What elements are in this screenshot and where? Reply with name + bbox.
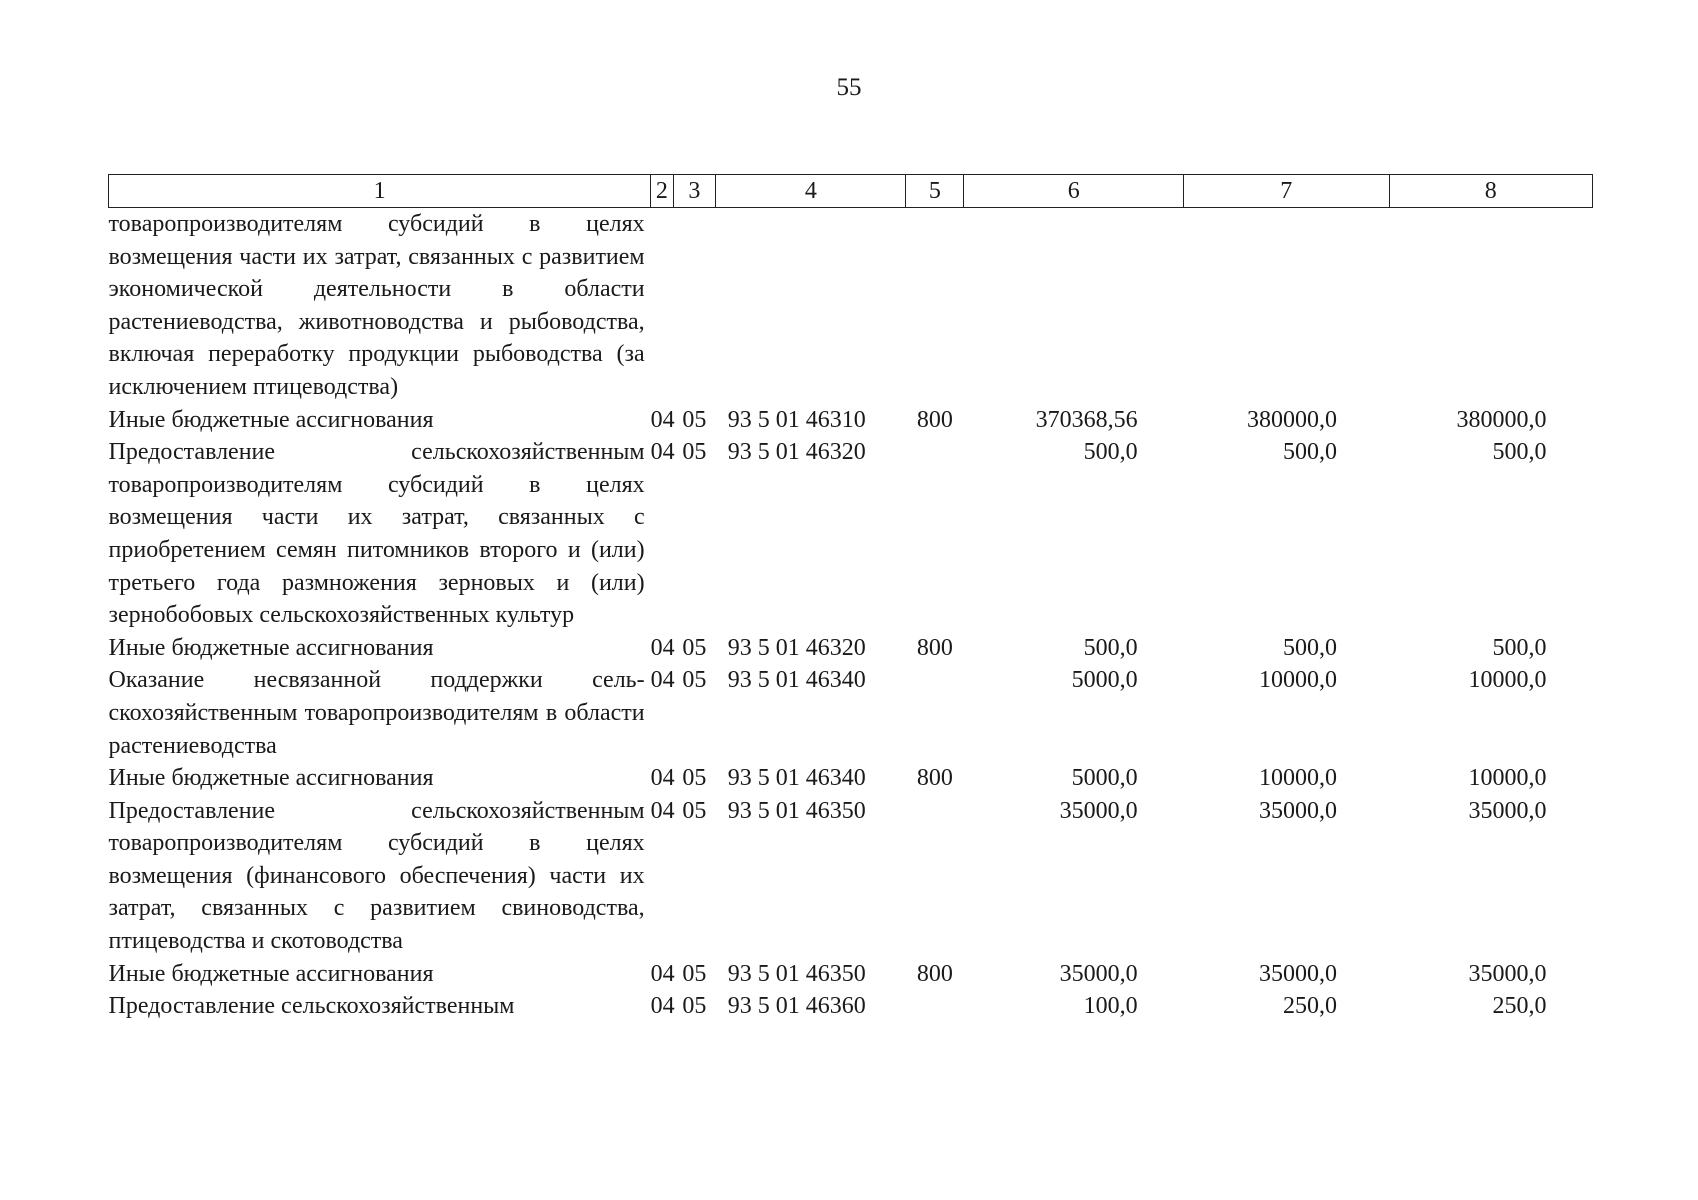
expense-type-code xyxy=(906,436,964,632)
subsection-code: 05 xyxy=(682,765,707,792)
target-article-code: 93 5 01 46340 xyxy=(727,667,866,694)
amount-col-6: 370368,56 xyxy=(1035,406,1138,433)
table-row xyxy=(109,664,1593,762)
column-header-4: 4 xyxy=(716,175,906,208)
row-description: товаропроизводителям субсидий в целях возмещения части их затрат, связанных с развитием экономической деятельности в области растениеводства, животноводства и рыбоводства, включая переработку продукции рыбоводства (за исключением птицеводства) xyxy=(108,211,645,400)
target-article-code: 93 5 01 46320 xyxy=(727,634,866,661)
amount-col-7: 35000,0 xyxy=(1259,960,1338,987)
amount-col-6: 35000,0 xyxy=(1059,960,1138,987)
column-header-8: 8 xyxy=(1389,175,1592,208)
section-code: 04 xyxy=(650,634,675,661)
target-article-code: 93 5 01 46360 xyxy=(727,993,866,1020)
subsection-code: 05 xyxy=(682,960,707,987)
amount-col-8 xyxy=(1389,208,1592,404)
amount-col-6: 100,0 xyxy=(1083,993,1138,1020)
amount-col-7: 10000,0 xyxy=(1259,765,1338,792)
column-header-3: 3 xyxy=(673,175,716,208)
amount-col-6: 500,0 xyxy=(1083,634,1138,661)
amount-col-6: 35000,0 xyxy=(1059,797,1138,824)
subsection-code: 05 xyxy=(682,634,707,661)
table-row xyxy=(109,990,1593,1023)
target-article-code: 93 5 01 46350 xyxy=(727,960,866,987)
table-row xyxy=(109,436,1593,632)
table-row xyxy=(109,958,1593,991)
table-row xyxy=(109,632,1593,665)
budget-table xyxy=(108,174,1593,1023)
target-article-code xyxy=(716,208,906,404)
row-description: Оказание несвязанной поддержки сельскохозяйственным товаропроизводителям в области растениеводства xyxy=(108,667,645,759)
table-row xyxy=(109,762,1593,795)
section-code xyxy=(651,208,673,404)
amount-col-7: 500,0 xyxy=(1283,439,1338,466)
amount-col-8: 35000,0 xyxy=(1468,797,1547,824)
amount-col-6: 5000,0 xyxy=(1071,667,1138,694)
column-header-1: 1 xyxy=(109,175,651,208)
target-article-code: 93 5 01 46320 xyxy=(727,439,866,466)
row-description: Иные бюджетные ассигнования xyxy=(108,634,434,661)
amount-col-6: 5000,0 xyxy=(1071,765,1138,792)
expense-type-code xyxy=(906,795,964,958)
section-code: 04 xyxy=(650,960,675,987)
row-description: Предоставление сельскохозяйственным товаропроизводителям субсидий в целях возмещения (финансового обеспечения) части их затрат, связанных с развитием свиноводства, птицеводства и скотоводства xyxy=(108,797,645,955)
subsection-code: 05 xyxy=(682,406,707,433)
column-number-header-row xyxy=(109,175,1593,208)
expense-type-code: 800 xyxy=(916,960,953,987)
expense-type-code: 800 xyxy=(916,765,953,792)
page-number: 55 xyxy=(836,74,862,101)
target-article-code: 93 5 01 46340 xyxy=(727,765,866,792)
subsection-code: 05 xyxy=(682,439,707,466)
subsection-code xyxy=(673,208,716,404)
amount-col-8: 10000,0 xyxy=(1468,765,1547,792)
amount-col-7: 10000,0 xyxy=(1259,667,1338,694)
amount-col-7 xyxy=(1184,208,1389,404)
target-article-code: 93 5 01 46350 xyxy=(727,797,866,824)
row-description: Предоставление сельскохозяйственным товаропроизводителям субсидий в целях возмещения части их затрат, связанных с приобретением семян питомников второго и (или) третьего года размножения зерновых и (или) зернобобовых сельскохозяйственных культур xyxy=(108,439,645,629)
section-code: 04 xyxy=(650,439,675,466)
amount-col-8: 250,0 xyxy=(1492,993,1547,1020)
expense-type-code xyxy=(906,664,964,762)
section-code: 04 xyxy=(650,765,675,792)
column-header-6: 6 xyxy=(964,175,1184,208)
amount-col-7: 380000,0 xyxy=(1247,406,1338,433)
amount-col-8: 35000,0 xyxy=(1468,960,1547,987)
section-code: 04 xyxy=(650,797,675,824)
subsection-code: 05 xyxy=(682,797,707,824)
amount-col-7: 250,0 xyxy=(1283,993,1338,1020)
amount-col-6: 500,0 xyxy=(1083,439,1138,466)
amount-col-8: 10000,0 xyxy=(1468,667,1547,694)
row-description: Иные бюджетные ассигнования xyxy=(108,765,434,792)
subsection-code: 05 xyxy=(682,667,707,694)
section-code: 04 xyxy=(650,993,675,1020)
column-header-5: 5 xyxy=(906,175,964,208)
amount-col-7: 35000,0 xyxy=(1259,797,1338,824)
section-code: 04 xyxy=(650,667,675,694)
row-description: Предоставление сельскохозяйственным xyxy=(108,993,515,1020)
table-body xyxy=(109,208,1593,1023)
expense-type-code: 800 xyxy=(916,406,953,433)
column-header-7: 7 xyxy=(1184,175,1389,208)
expense-type-code xyxy=(906,990,964,1023)
table-row xyxy=(109,795,1593,958)
section-code: 04 xyxy=(650,406,675,433)
row-description: Иные бюджетные ассигнования xyxy=(108,406,434,433)
expense-type-code xyxy=(906,208,964,404)
row-description: Иные бюджетные ассигнования xyxy=(108,960,434,987)
amount-col-6 xyxy=(964,208,1184,404)
table-row xyxy=(109,208,1593,404)
amount-col-8: 380000,0 xyxy=(1456,406,1547,433)
table-row xyxy=(109,404,1593,437)
subsection-code: 05 xyxy=(682,993,707,1020)
amount-col-8: 500,0 xyxy=(1492,439,1547,466)
column-header-2: 2 xyxy=(651,175,673,208)
amount-col-8: 500,0 xyxy=(1492,634,1547,661)
expense-type-code: 800 xyxy=(916,634,953,661)
target-article-code: 93 5 01 46310 xyxy=(727,406,866,433)
amount-col-7: 500,0 xyxy=(1283,634,1338,661)
